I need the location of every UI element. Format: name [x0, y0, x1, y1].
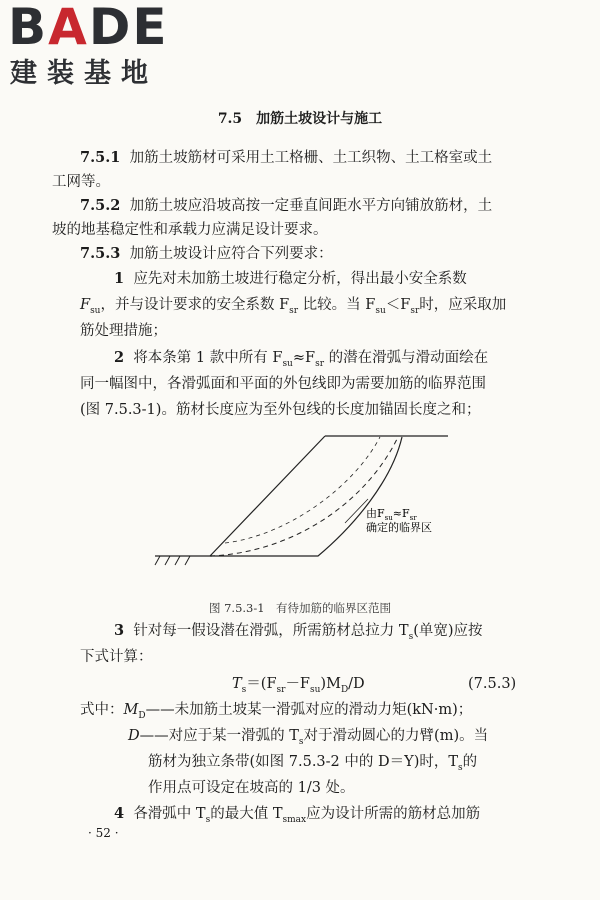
brand-logo: BADE	[8, 0, 169, 56]
figure-caption: 图 7.5.3-1 有待加筋的临界区范围	[208, 601, 392, 615]
item-2-line3: (图 7.5.3-1)。筋材长度应为至外包线的长度加锚固长度之和；	[80, 402, 481, 418]
brand-subtitle: 建装基地	[10, 58, 158, 89]
definition-d-line2: 筋材为独立条带(如图 7.5.3-2 中的 D＝Y)时，$T_s$的	[148, 754, 478, 773]
item-2-line1: 2 将本条第 1 款中所有 $F_{su}\approx F_{sr}$ 的潜在滑弧与滑动面绘在	[114, 349, 489, 369]
critical-zone-label-line2: 确定的临界区	[366, 521, 432, 534]
label-leader	[345, 499, 368, 523]
section-title: 7.5 加筋土坡设计与施工	[217, 111, 383, 127]
page-number: · 52 ·	[88, 826, 119, 840]
item-4-line1: 4 各滑弧中 $T_s$的最大值 $T_{smax}$应为设计所需的筋材总加筋	[114, 805, 481, 825]
slope-face	[210, 436, 325, 556]
item-3-line1: 3 针对每一假设潜在滑弧，所需筋材总拉力 $T_s$(单宽)应按	[114, 622, 483, 642]
clause-7-5-2: 7.5.2 加筋土坡应沿坡高按一定垂直间距水平方向铺放筋材，土	[80, 197, 493, 214]
critical-zone-figure	[140, 425, 470, 585]
definition-d: D——对应于某一滑弧的 $T_s$对于滑动圆心的力臂(m)。当	[128, 728, 489, 747]
formula-number: (7.5.3)	[468, 676, 517, 692]
clause-7-5-1: 7.5.1 加筋土坡筋材可采用土工格栅、土工织物、土工格室或土	[80, 149, 493, 166]
item-2-line2: 同一幅图中，各滑弧面和平面的外包线即为需要加筋的临界范围	[80, 376, 486, 392]
slip-arc-1	[210, 437, 398, 556]
definition-d-line3: 作用点可设定在坡高的 1/3 处。	[148, 780, 355, 796]
definition-md: 式中：$M_D——$未加筋土坡某一滑弧对应的滑动力矩(kN·m)；	[80, 702, 473, 721]
item-1-line2: $F_{su}$，并与设计要求的安全系数 $F_{sr}$ 比较。当 $F_{su}<F_{sr}$时，应采取加	[80, 297, 507, 316]
slip-arc-2	[225, 437, 380, 543]
outer-envelope	[210, 437, 402, 556]
clause-7-5-3: 7.5.3 加筋土坡设计应符合下列要求：	[80, 245, 333, 262]
critical-zone-label: 由$F_{su}\approx F_{sr}$	[366, 507, 417, 522]
clause-7-5-2-cont: 坡的地基稳定性和承载力应满足设计要求。	[52, 222, 328, 238]
item-1-line1: 1 应先对未加筋土坡进行稳定分析，得出最小安全系数	[114, 270, 467, 287]
clause-7-5-1-cont: 工网等。	[52, 174, 110, 190]
item-1-line3: 筋处理措施；	[80, 323, 167, 339]
formula-7-5-3: $T_s=(F_{sr}-F_{su})M_D/D$	[232, 676, 365, 695]
item-3-line2: 下式计算：	[80, 649, 153, 665]
ground-hatch	[155, 556, 190, 565]
brand-logo-accent-letter: A	[48, 0, 89, 56]
